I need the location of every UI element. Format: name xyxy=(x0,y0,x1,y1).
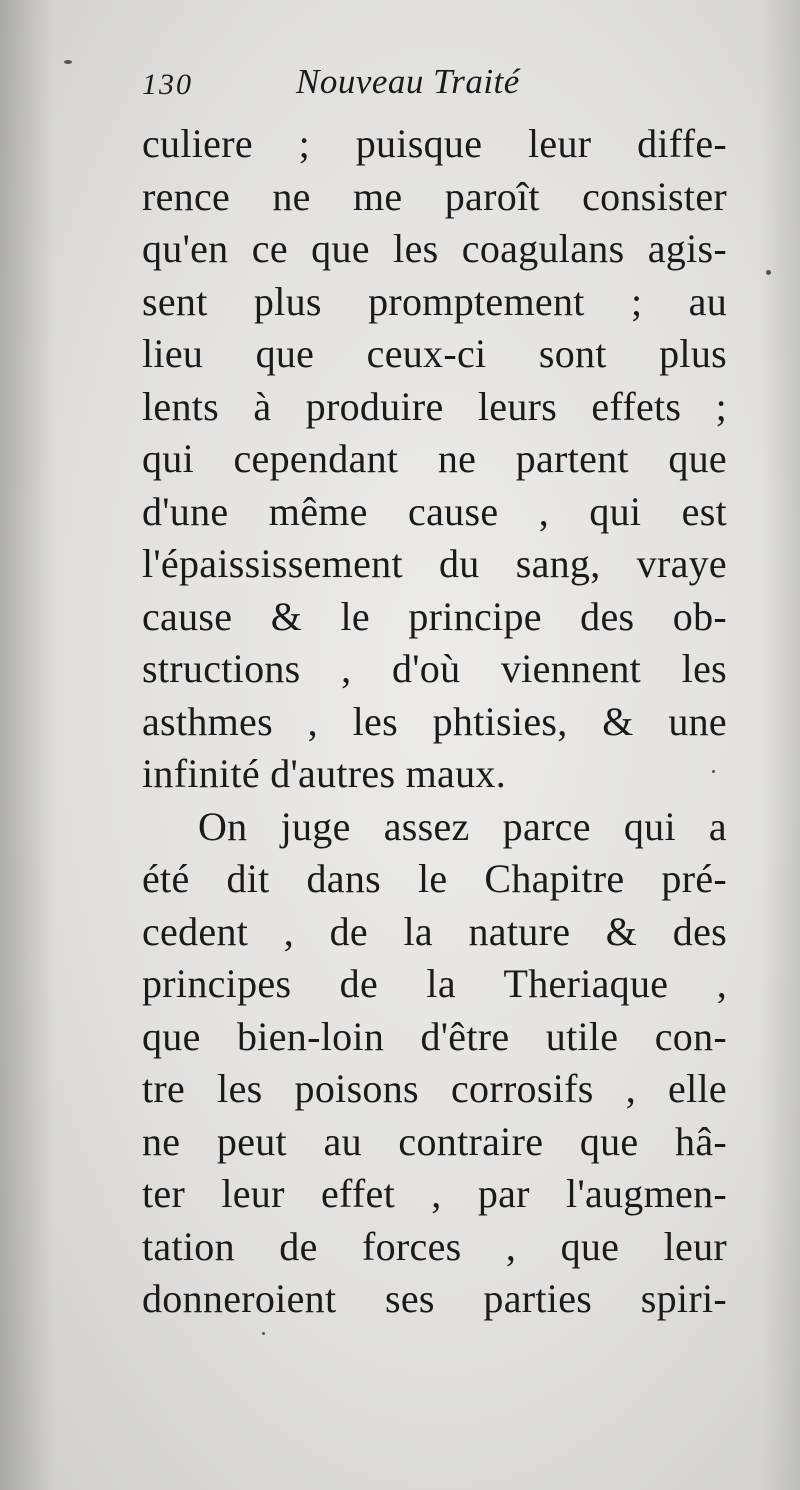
text-line: principes de la Theriaque , xyxy=(142,961,727,1006)
text-line: que bien-loin d'être utile con- xyxy=(142,1013,727,1059)
text-line: lieu que ceux-ci sont plus xyxy=(142,331,727,376)
text-line: lents à produire leurs effets ; xyxy=(142,383,727,429)
paper-speck xyxy=(712,770,715,773)
text-line: été dit dans le Chapitre pré- xyxy=(142,856,727,901)
gutter-shadow xyxy=(0,0,55,1490)
text-line: donneroient ses parties spiri- xyxy=(142,1276,727,1321)
page-number: 130 xyxy=(142,68,193,101)
paper-speck xyxy=(64,60,72,64)
text-line: cause & le principe des ob- xyxy=(142,593,727,639)
paper-speck xyxy=(262,1332,265,1335)
text-line: tre les poisons corrosifs , elle xyxy=(142,1066,727,1111)
page-header xyxy=(142,62,722,112)
running-title: Nouveau Traité xyxy=(296,62,520,101)
text-line: qu'en ce que les coagulans agis- xyxy=(142,226,727,271)
body-text xyxy=(142,118,727,1326)
text-line: structions , d'où viennent les xyxy=(142,646,727,691)
text-line: infinité d'autres maux. xyxy=(142,751,507,796)
text-line: d'une même cause , qui est xyxy=(142,488,727,534)
text-line: qui cependant ne partent que xyxy=(142,436,727,481)
text-line: rence ne me paroît consister xyxy=(142,173,727,219)
text-line: tation de forces , que leur xyxy=(142,1223,727,1269)
text-line: asthmes , les phtisies, & une xyxy=(142,698,727,744)
paragraph-start-line: On juge assez parce qui a xyxy=(198,803,727,849)
text-line: l'épaississement du sang, vraye xyxy=(142,541,727,586)
paper-speck xyxy=(766,270,771,275)
text-line: sent plus promptement ; au xyxy=(142,278,727,324)
text-line: cedent , de la nature & des xyxy=(142,908,727,954)
text-line: ter leur effet , par l'augmen- xyxy=(142,1171,727,1216)
text-line: ne peut au contraire que hâ- xyxy=(142,1118,727,1164)
text-line: culiere ; puisque leur diffe- xyxy=(142,121,727,166)
page-edge-shadow xyxy=(760,0,800,1490)
